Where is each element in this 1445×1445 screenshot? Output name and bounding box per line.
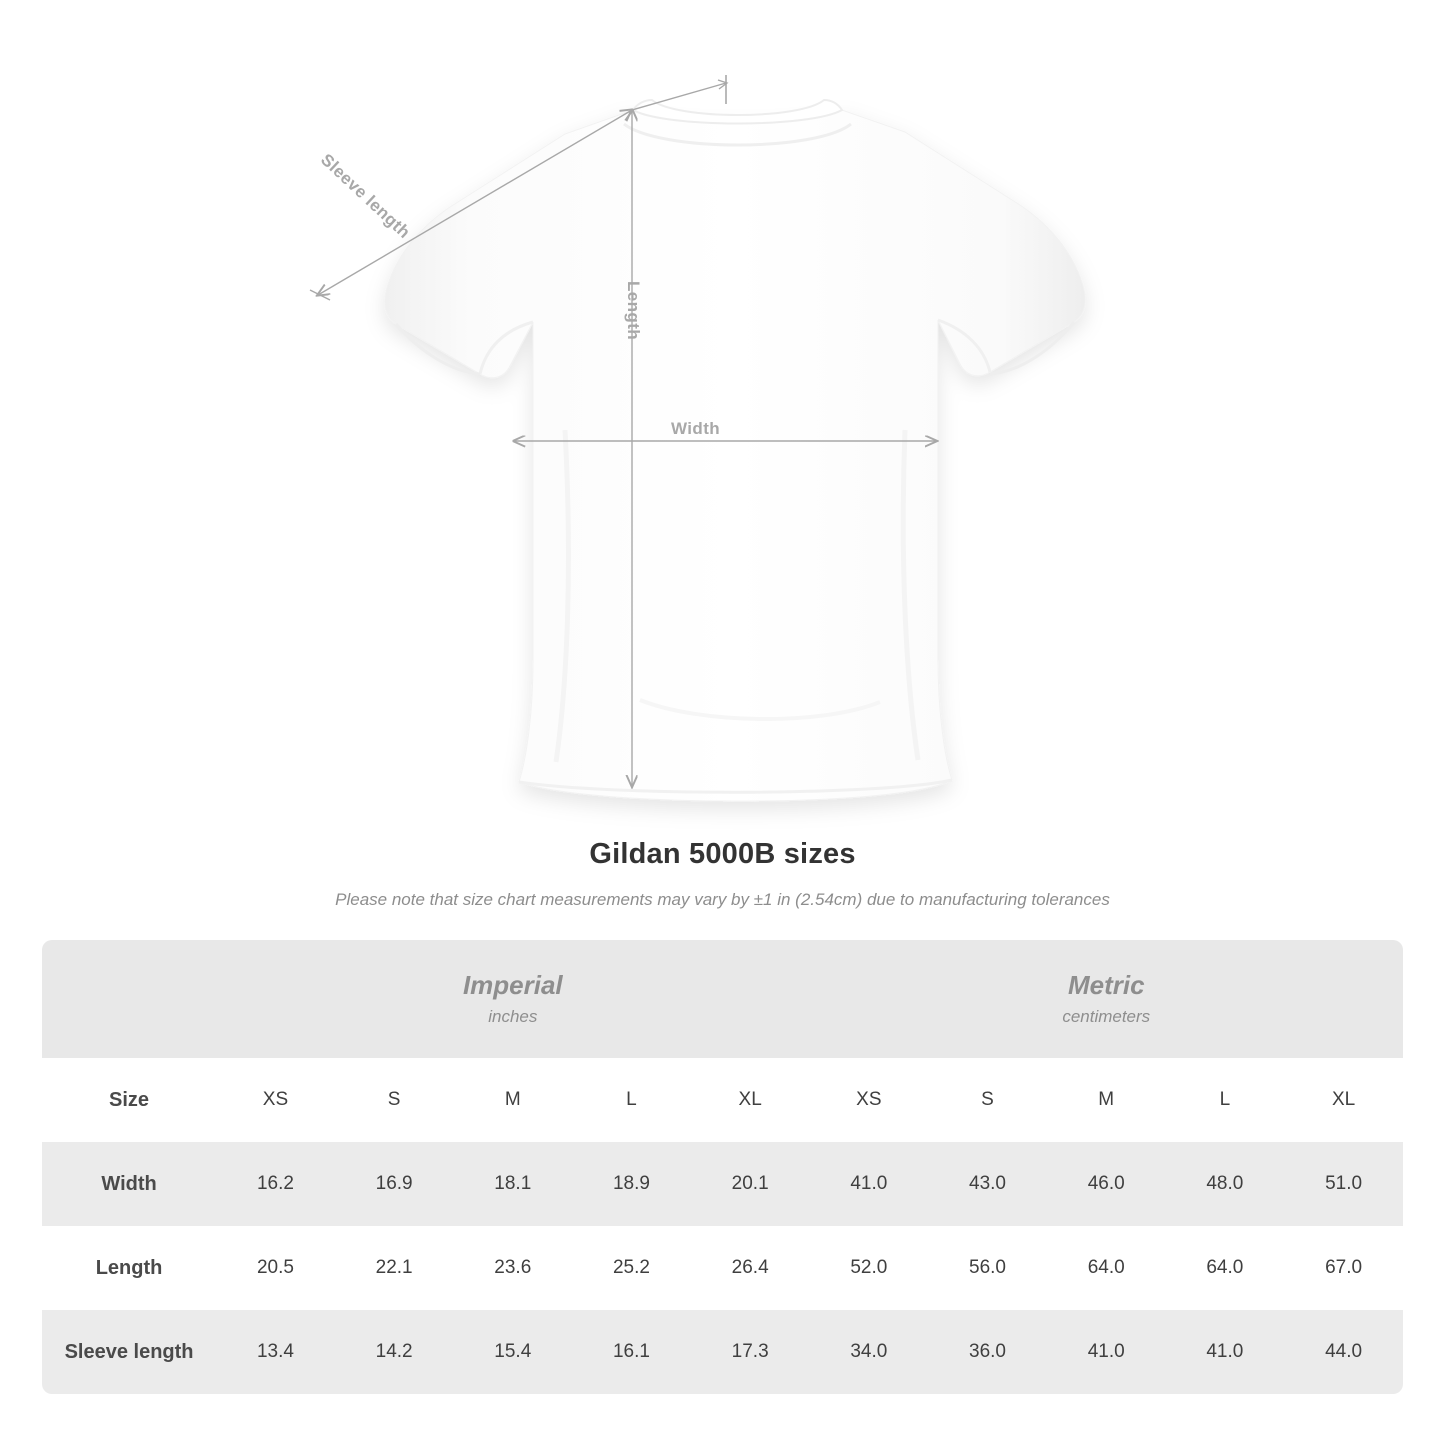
table-cell: 41.0 bbox=[1047, 1310, 1166, 1394]
table-cell: 26.4 bbox=[691, 1226, 810, 1310]
table-cell: 18.9 bbox=[572, 1142, 691, 1226]
table-row bbox=[42, 1142, 1403, 1226]
table-cell: 13.4 bbox=[216, 1310, 335, 1394]
unit-header-spacer bbox=[42, 940, 216, 1058]
table-cell: 20.1 bbox=[691, 1142, 810, 1226]
table-cell: 18.1 bbox=[453, 1142, 572, 1226]
size-header-cell: M bbox=[1047, 1058, 1166, 1142]
table-cell: 20.5 bbox=[216, 1226, 335, 1310]
table-cell: 64.0 bbox=[1047, 1226, 1166, 1310]
table-cell: 17.3 bbox=[691, 1310, 810, 1394]
table-cell: 23.6 bbox=[453, 1226, 572, 1310]
size-header-cell: XL bbox=[1284, 1058, 1403, 1142]
table-cell: 48.0 bbox=[1166, 1142, 1285, 1226]
table-cell: 16.2 bbox=[216, 1142, 335, 1226]
unit-subtitle-metric: centimeters bbox=[1062, 1006, 1151, 1026]
size-header-label: Size bbox=[42, 1058, 216, 1142]
size-table-wrapper bbox=[42, 940, 1403, 1394]
table-cell: 46.0 bbox=[1047, 1142, 1166, 1226]
size-header-cell: XS bbox=[810, 1058, 929, 1142]
size-header-cell: S bbox=[928, 1058, 1047, 1142]
title-block bbox=[0, 838, 1445, 910]
table-cell: 22.1 bbox=[335, 1226, 454, 1310]
table-cell: 36.0 bbox=[928, 1310, 1047, 1394]
size-header-cell: XS bbox=[216, 1058, 335, 1142]
size-header-cell: L bbox=[572, 1058, 691, 1142]
table-row bbox=[42, 1226, 1403, 1310]
row-label-length: Length bbox=[42, 1226, 216, 1310]
table-row bbox=[42, 1310, 1403, 1394]
size-header-cell: M bbox=[453, 1058, 572, 1142]
unit-title-metric: Metric bbox=[1067, 970, 1145, 1001]
size-header-cell: S bbox=[335, 1058, 454, 1142]
table-cell: 67.0 bbox=[1284, 1226, 1403, 1310]
table-cell: 14.2 bbox=[335, 1310, 454, 1394]
table-cell: 41.0 bbox=[810, 1142, 929, 1226]
unit-subtitle-imperial: inches bbox=[488, 1006, 538, 1026]
table-cell: 34.0 bbox=[810, 1310, 929, 1394]
table-cell: 56.0 bbox=[928, 1226, 1047, 1310]
unit-group-metric bbox=[810, 940, 1404, 1058]
table-cell: 43.0 bbox=[928, 1142, 1047, 1226]
table-cell: 52.0 bbox=[810, 1226, 929, 1310]
size-header-cell: L bbox=[1166, 1058, 1285, 1142]
sleeve-length-label: Sleeve length bbox=[317, 150, 414, 243]
row-label-width: Width bbox=[42, 1142, 216, 1226]
table-cell: 41.0 bbox=[1166, 1310, 1285, 1394]
tolerance-note: Please note that size chart measurements may vary by ±1 in (2.54cm) due to manufacturing tolerances bbox=[335, 890, 1110, 909]
length-label: Length bbox=[624, 281, 643, 341]
size-header-cell: XL bbox=[691, 1058, 810, 1142]
unit-group-imperial bbox=[216, 940, 809, 1058]
table-cell: 44.0 bbox=[1284, 1310, 1403, 1394]
table-cell: 16.9 bbox=[335, 1142, 454, 1226]
page-title: Gildan 5000B sizes bbox=[589, 838, 856, 870]
table-cell: 64.0 bbox=[1166, 1226, 1285, 1310]
row-label-sleeve-length: Sleeve length bbox=[42, 1310, 216, 1394]
table-cell: 16.1 bbox=[572, 1310, 691, 1394]
size-table bbox=[42, 940, 1403, 1394]
table-cell: 25.2 bbox=[572, 1226, 691, 1310]
width-label: Width bbox=[671, 419, 721, 438]
unit-header-row bbox=[42, 940, 1403, 1058]
size-header-row bbox=[42, 1058, 1403, 1142]
unit-title-imperial: Imperial bbox=[462, 970, 563, 1001]
table-cell: 15.4 bbox=[453, 1310, 572, 1394]
table-cell: 51.0 bbox=[1284, 1142, 1403, 1226]
